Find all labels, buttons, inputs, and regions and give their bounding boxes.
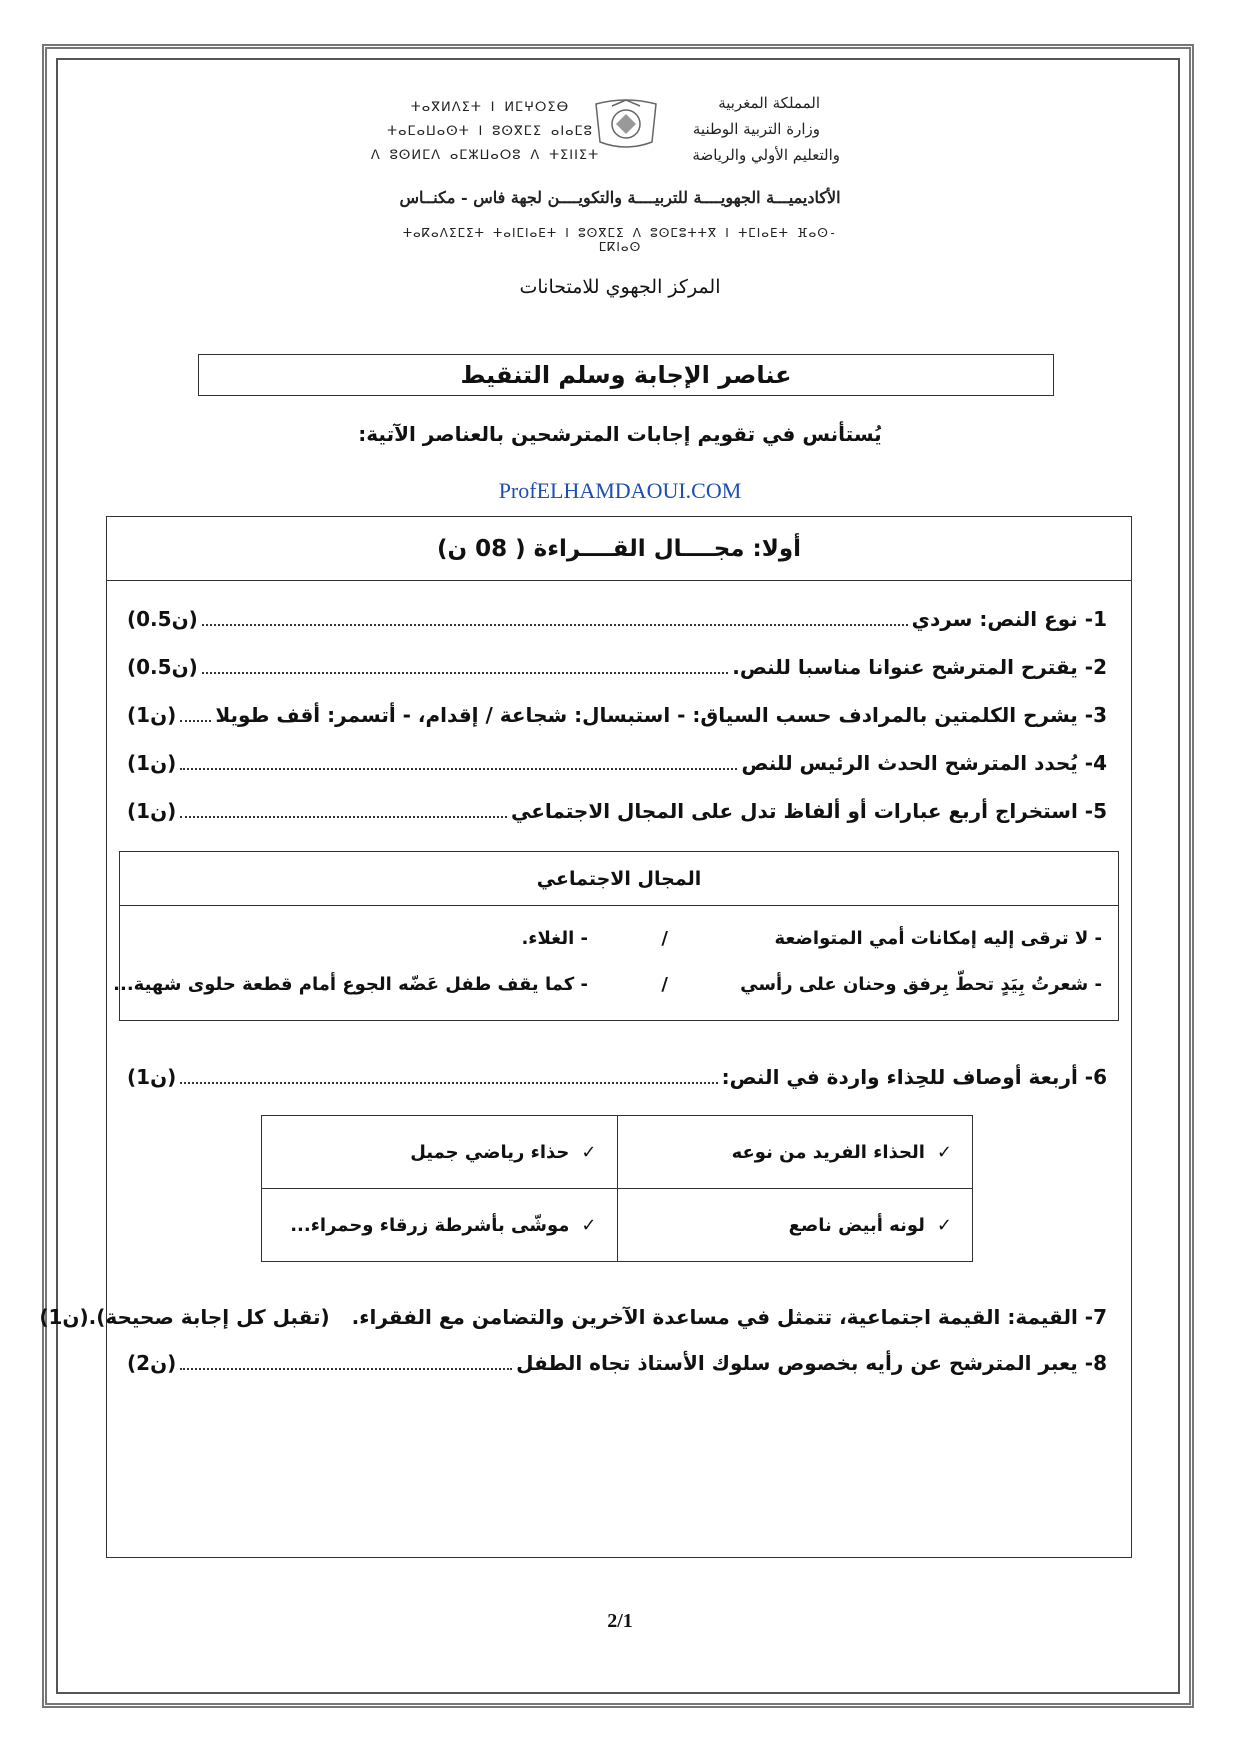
- check-mark-icon: ✓: [581, 1214, 597, 1236]
- shoe-cell: [262, 1116, 618, 1189]
- question-3: [127, 703, 1107, 739]
- exam-center-name: المركز الجهوي للامتحانات: [519, 276, 721, 298]
- question-6: [127, 1065, 1107, 1101]
- check-mark-icon: ✓: [581, 1141, 597, 1163]
- tifinagh-ministry-line-1: ⵜⴰⴳⵍⴷⵉⵜ ⵏ ⵍⵎⵖⵔⵉⴱ: [410, 100, 570, 115]
- question-6-points: (1ن): [127, 1065, 177, 1089]
- dot-leader: [180, 1354, 512, 1370]
- question-5-points: (1ن): [127, 799, 177, 823]
- dot-leader: [180, 1068, 717, 1084]
- document-title: عناصر الإجابة وسلم التنقيط: [198, 354, 1054, 396]
- question-4-points: (1ن): [127, 751, 177, 775]
- shoe-description: حذاء رياضي جميل: [410, 1141, 570, 1163]
- ministry-line-2: وزارة التربية الوطنية: [692, 120, 820, 138]
- question-5-text: 5- استخراج أربع عبارات أو ألفاظ تدل على المجال الاجتماعي: [510, 799, 1107, 823]
- intro-text: يُستأنس في تقويم إجابات المترشحين بالعناصر الآتية:: [358, 422, 882, 446]
- question-2: [127, 655, 1107, 691]
- answer-box: [39, 516, 1132, 1558]
- question-7-note: (تقبل كل إجابة صحيحة).: [88, 1305, 330, 1329]
- check-mark-icon: ✓: [936, 1214, 952, 1236]
- question-7: [39, 1305, 1107, 1341]
- shoe-cell: [617, 1189, 973, 1262]
- question-7-points: (1ن): [39, 1305, 89, 1329]
- question-8: [127, 1351, 1107, 1387]
- question-5: [127, 799, 1107, 835]
- section-heading: أولا: مجــــال القــــراءة ( 08 ن): [107, 517, 1131, 581]
- social-row-2-right: - شعرتُ بِيَدٍ تحطّ بِرفق وحنان على رأسي: [740, 974, 1102, 995]
- question-2-text: 2- يقترح المترشح عنوانا مناسبا للنص.: [732, 655, 1107, 679]
- academy-name: الأكاديميـــة الجهويــــة للتربيــــة والتكويــــن لجهة فاس - مكنــاس: [399, 188, 841, 207]
- dot-leader: [180, 754, 737, 770]
- question-8-text: 8- يعبر المترشح عن رأيه بخصوص سلوك الأستاذ تجاه الطفل: [516, 1351, 1107, 1375]
- question-4-text: 4- يُحدد المترشح الحدث الرئيس للنص: [741, 751, 1107, 775]
- social-domain-table: [113, 851, 1119, 1021]
- social-row-1-right: - لا ترقى إليه إمكانات أمي المتواضعة: [774, 928, 1102, 949]
- social-row-2: [113, 974, 1118, 1004]
- question-1: [127, 607, 1107, 643]
- check-mark-icon: ✓: [936, 1141, 952, 1163]
- ministry-line-1: المملكة المغربية: [718, 94, 820, 112]
- question-4: [127, 751, 1107, 787]
- social-row-2-left: - كما يقف طفل عَضّه الجوع أمام قطعة حلوى شهية...: [113, 974, 588, 995]
- question-1-text: 1- نوع النص: سردي: [911, 607, 1107, 631]
- dot-leader: [180, 706, 211, 722]
- question-6-text: 6- أربعة أوصاف للحِذاء واردة في النص:: [721, 1065, 1107, 1089]
- page-number: 2/1: [607, 1610, 633, 1632]
- shoe-descriptions-table: [261, 1115, 973, 1262]
- tifinagh-ministry-line-3: ⴷ ⵓⵙⵍⵎⴷ ⴰⵎⵣⵡⴰⵔⵓ ⴷ ⵜⵉⵏⵏⵉⵜ: [370, 148, 600, 163]
- dot-leader: [202, 610, 908, 626]
- social-row-1: [120, 928, 1118, 958]
- shoe-description: موشّى بأشرطة زرقاء وحمراء...: [290, 1214, 570, 1236]
- social-table-heading: المجال الاجتماعي: [120, 852, 1118, 906]
- question-1-points: (0.5ن): [127, 607, 198, 631]
- academy-name-tifinagh: ⵜⴰⴽⴰⴷⵉⵎⵉⵜ ⵜⴰⵏⵎⵏⴰⴹⵜ ⵏ ⵓⵙⴳⵎⵉ ⴷ ⵓⵙⵎⵓⵜⵜⴳ ⵏ ⵜⵎⵏⴰⴹⵜ ⴼⴰⵙ-ⵎⴽⵏⴰⵙ: [402, 226, 838, 254]
- social-row-1-separator: /: [661, 928, 668, 949]
- question-8-points: (2ن): [127, 1351, 177, 1375]
- question-7-text: 7- القيمة: القيمة اجتماعية، تتمثل في مساعدة الآخرين والتضامن مع الفقراء.: [351, 1305, 1107, 1329]
- question-2-points: (0.5ن): [127, 655, 198, 679]
- website-watermark: ProfELHAMDAOUI.COM: [498, 478, 742, 503]
- shoe-cell: [262, 1189, 618, 1262]
- question-3-text: 3- يشرح الكلمتين بالمرادف حسب السياق: - استبسال: شجاعة / إقدام، - أتسمر: أقف طويلا: [215, 703, 1107, 727]
- shoe-description: الحذاء الفريد من نوعه: [731, 1141, 925, 1163]
- shoe-description: لونه أبيض ناصع: [788, 1214, 925, 1236]
- ministry-line-3: والتعليم الأولي والرياضة: [692, 146, 840, 164]
- shoe-cell: [617, 1116, 973, 1189]
- question-3-points: (1ن): [127, 703, 177, 727]
- tifinagh-ministry-line-2: ⵜⴰⵎⴰⵡⴰⵙⵜ ⵏ ⵓⵙⴳⵎⵉ ⴰⵏⴰⵎⵓ: [387, 124, 593, 139]
- dot-leader: [180, 802, 507, 818]
- social-row-2-separator: /: [661, 974, 668, 995]
- dot-leader: [202, 658, 728, 674]
- social-row-1-left: - الغلاء.: [521, 928, 588, 949]
